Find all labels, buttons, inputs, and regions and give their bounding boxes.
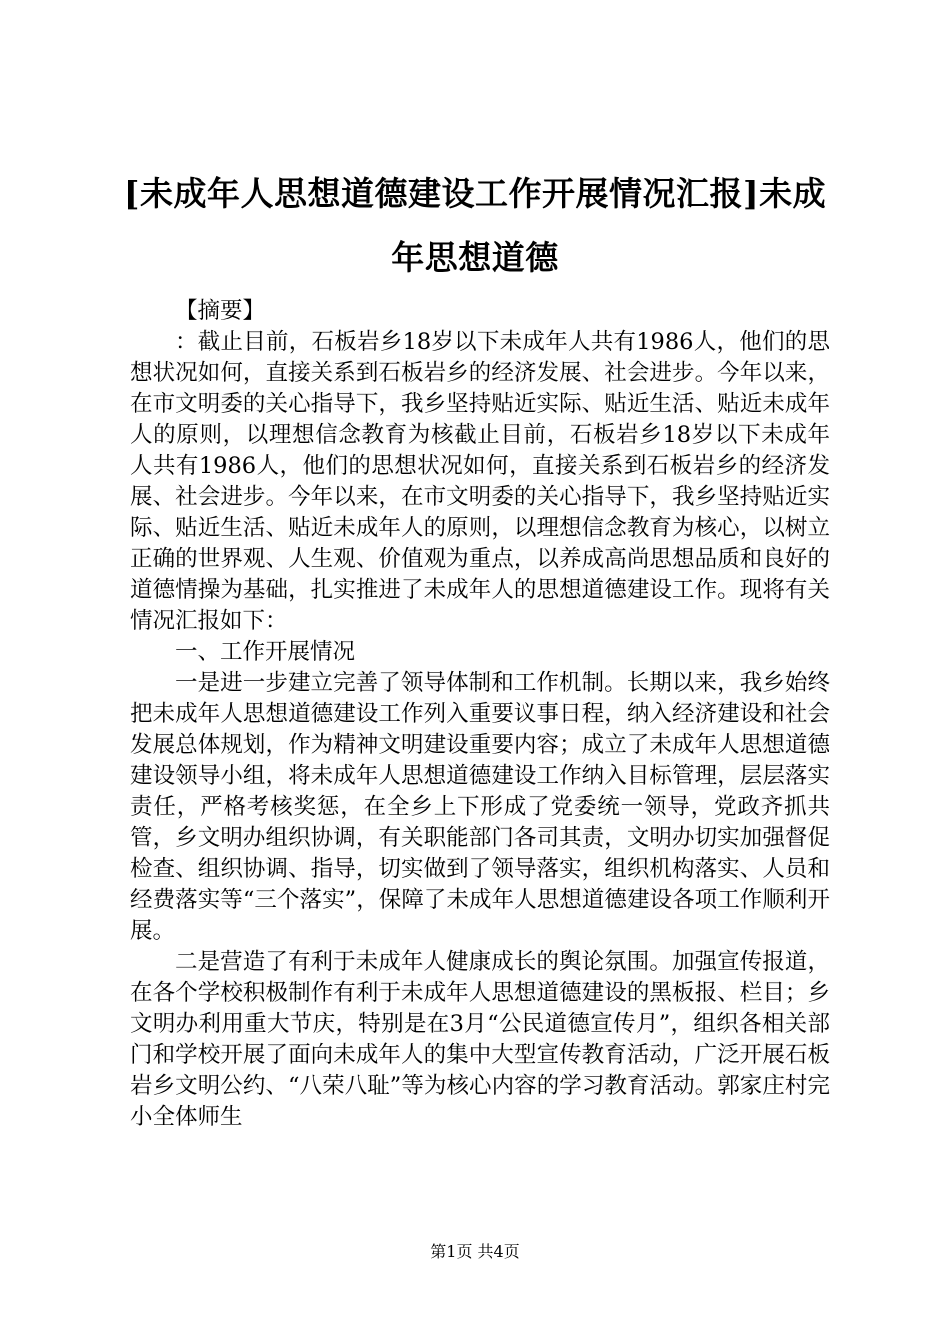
page-footer: 第1页 共4页: [430, 1242, 520, 1261]
body-paragraph: 二是营造了有利于未成年人健康成长的舆论氛围。加强宣传报道，在各个学校积极制作有利于未成年人思想道德建设的黑板报、栏目；乡文明办利用重大节庆，特别是在3月“公民道德宣传月”，组织各相关部门和学校开展了面向未成年人的集中大型宣传教育活动，广泛开展石板岩乡文明公约、“八荣八耻”等为核心内容的学习教育活动。郭家庄村完小全体师生: [130, 949, 830, 1130]
body-paragraph: 一是进一步建立完善了领导体制和工作机制。长期以来，我乡始终把未成年人思想道德建设工作列入重要议事日程，纳入经济建设和社会发展总体规划，作为精神文明建设重要内容；成立了未成年人思想道德建设领导小组，将未成年人思想道德建设工作纳入目标管理，层层落实责任，严格考核奖惩，在全乡上下形成了党委统一领导，党政齐抓共管，乡文明办组织协调，有关职能部门各司其责，文明办切实加强督促检查、组织协调、指导，切实做到了领导落实，组织机构落实、人员和经费落实等“三个落实”，保障了未成年人思想道德建设各项工作顺利开展。: [130, 670, 830, 944]
section-heading: 一、工作开展情况: [175, 639, 356, 665]
abstract-label: 【摘要】: [175, 298, 266, 324]
abstract-paragraph: ：截止目前，石板岩乡18岁以下未成年人共有1986人，他们的思想状况如何，直接关系到石板岩乡的经济发展、社会进步。今年以来，在市文明委的关心指导下，我乡坚持贴近实际、贴近生活、贴近未成年人的原则，以理想信念教育为核截止目前，石板岩乡18岁以下未成年人共有1986人，他们的思想状况如何，直接关系到石板岩乡的经济发展、社会进步。今年以来，在市文明委的关心指导下，我乡坚持贴近实际、贴近生活、贴近未成年人的原则，以理想信念教育为核心，以树立正确的世界观、人生观、价值观为重点，以养成高尚思想品质和良好的道德情操为基础，扎实推进了未成年人的思想道德建设工作。现将有关情况汇报如下：: [130, 329, 830, 634]
document-title: [未成年人思想道德建设工作开展情况汇报]未成年思想道德: [123, 174, 827, 277]
document-body: [130, 296, 830, 1133]
